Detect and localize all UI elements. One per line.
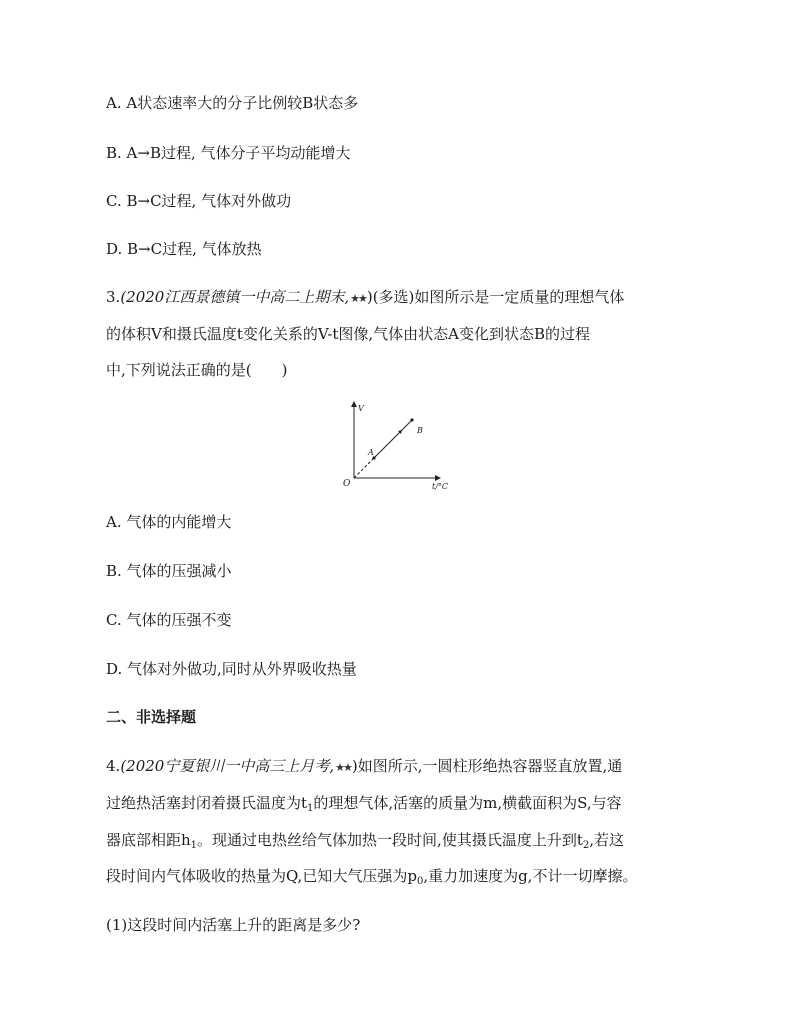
q4-stem-line4 xyxy=(106,866,637,886)
q4-source: (2020宁夏银川一中高三上月考, xyxy=(120,757,335,775)
q4-line3-subscript-2: 2 xyxy=(582,840,590,851)
point-a-label: A xyxy=(368,448,374,457)
q4-line3-text-b: 。现通过电热丝给气体加热一段时间,使其摄氏温度上升到t xyxy=(197,831,583,849)
q4-stem-line2 xyxy=(106,793,622,813)
q2-option-b: B. A→B过程, 气体分子平均动能增大 xyxy=(106,144,351,162)
q2-option-d: D. B→C过程, 气体放热 xyxy=(106,240,262,258)
q4-line2-subscript: 1 xyxy=(307,803,314,814)
q4-source-close: ) xyxy=(351,757,358,775)
q3-option-a: A. 气体的内能增大 xyxy=(106,513,232,531)
q3-source: (2020江西景德镇一中高二上期末, xyxy=(120,288,350,306)
y-axis-label: V xyxy=(358,404,364,413)
q4-line3-text-c: ,若这 xyxy=(589,831,625,849)
q4-line2-text-b: 的理想气体,活塞的质量为m,横截面积为S,与容 xyxy=(313,794,622,812)
two-stars-icon: ★★ xyxy=(350,292,366,305)
two-stars-icon: ★★ xyxy=(335,761,351,774)
q4-line4-text-b: ,重力加速度为g,不计一切摩擦。 xyxy=(423,867,638,885)
origin-label: O xyxy=(343,479,351,489)
q4-line4-subscript: 0 xyxy=(416,876,424,887)
q3-number: 3. xyxy=(106,288,121,306)
q3-stem-line1 xyxy=(106,287,624,309)
q3-stem-line3: 中,下列说法正确的是( ) xyxy=(106,361,288,379)
q4-stem-line1 xyxy=(106,756,622,778)
q4-stem-text: 如图所示,一圆柱形绝热容器竖直放置,通 xyxy=(357,757,623,775)
q2-option-c: C. B→C过程, 气体对外做功 xyxy=(106,192,292,210)
q3-stem-text: 如图所示是一定质量的理想气体 xyxy=(414,288,625,306)
q4-line3-subscript: 1 xyxy=(190,840,198,851)
q4-line2-text-a: 过绝热活塞封闭着摄氏温度为t xyxy=(106,794,308,812)
point-b-label: B xyxy=(417,426,423,435)
q4-line4-text-a: 段时间内气体吸收的热量为Q,已知大气压强为p xyxy=(106,867,417,885)
section-title: 二、非选择题 xyxy=(106,708,197,726)
q4-stem-line3 xyxy=(106,830,624,850)
process-line-ab xyxy=(374,420,412,458)
q3-option-d: D. 气体对外做功,同时从外界吸收热量 xyxy=(106,660,357,678)
q3-stem-line2: 的体积V和摄氏温度t变化关系的V-t图像,气体由状态A变化到状态B的过程 xyxy=(106,325,591,343)
q3-option-c: C. 气体的压强不变 xyxy=(106,611,232,629)
q3-type-tag: (多选) xyxy=(372,288,415,306)
extension-dashed-line xyxy=(354,458,374,478)
q4-number: 4. xyxy=(106,757,121,775)
q3-option-b: B. 气体的压强减小 xyxy=(106,562,232,580)
vt-graph xyxy=(340,398,460,493)
q4-subquestion-1: (1)这段时间内活塞上升的距离是多少? xyxy=(106,916,361,934)
q2-option-a: A. A状态速率大的分子比例较B状态多 xyxy=(106,94,359,112)
point-b xyxy=(410,418,413,421)
x-axis-label: t/°C xyxy=(432,482,449,491)
q4-line3-text-a: 器底部相距h xyxy=(106,831,191,849)
q3-source-close: ) xyxy=(366,288,373,306)
